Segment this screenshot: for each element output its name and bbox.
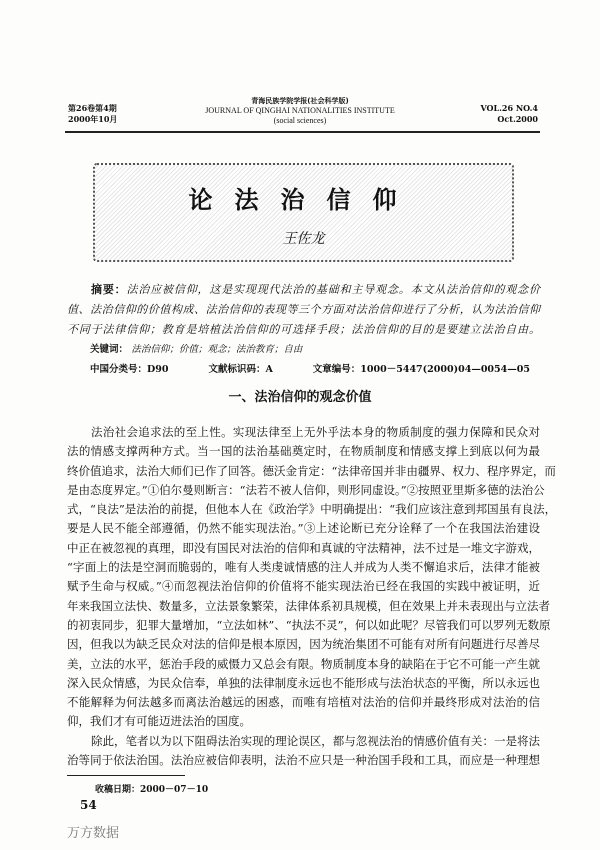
author-name: 王佐龙 <box>282 231 325 247</box>
body-line: 治等同于依法治国。法治应被信仰表明，法治不应只是一种治国手段和工具，而应是一种理想 <box>67 753 540 768</box>
body-line: 中正在被忽视的真理，即没有国民对法治的信仰和真诚的守法精神，法不过是一堆文字游戏， <box>67 540 540 555</box>
body-line: 深入民众情感，为民众信奉，单独的法律制度永远也不能形成与法治状态的平衡，所以永远也 <box>67 675 540 690</box>
keywords <box>90 341 302 355</box>
page-number: 54 <box>80 798 97 812</box>
footnote-rule <box>67 775 185 776</box>
issue-number: 第26卷第4期 <box>68 103 117 113</box>
body-line: 法的情感支撑两种方式。当一国的法治基础奠定时，在物质制度和情感支撑上到底以何为最 <box>67 444 540 459</box>
watermark: 万方数据 <box>67 826 120 841</box>
keywords-label: 关键词： <box>90 344 129 355</box>
issue-info <box>68 103 117 125</box>
body-line: 除此，笔者以为以下阻碍法治实现的理论误区，都与忽视法治的情感价值有关：一是将法 <box>91 733 540 748</box>
abstract-line <box>67 280 540 300</box>
abstract-label: 摘要： <box>91 283 127 296</box>
journal-name-en: JOURNAL OF QINGHAI NATIONALITIES INSTITUTE <box>205 106 395 115</box>
body-line: 终价值追求，法治大师们已作了回答。德沃金肯定：“法律帝国并非由疆界、权力、程序界定，而 <box>67 463 556 478</box>
body-line: 仰，我们才有可能迈进法治的国度。 <box>67 714 251 729</box>
body-line: 要是人民不能全部遵循，仍然不能实现法治。”③上述论断已充分诠释了一个在我国法治建设 <box>67 521 540 536</box>
issue-date: 2000年10月 <box>68 114 118 124</box>
body-line: 式，“良法”是法治的前提，但他本人在《政治学》中明确提出：“我们应该注意到邦国虽有良法， <box>67 502 557 517</box>
journal-subtitle: (social sciences) <box>273 116 327 125</box>
abstract-text: 法治应被信仰，这是实现现代法治的基础和主导观念。本文从法治信仰的观念价 <box>126 283 540 296</box>
volume-number: VOL.26 NO.4 <box>480 103 538 113</box>
abstract-line: 不同于法律信仰；教育是培植法治信仰的可选择手段；法治信仰的目的是要建立法治自由。 <box>67 323 540 336</box>
journal-header <box>150 96 450 126</box>
body-line: 是由态度界定。”①伯尔曼则断言：“法若不被人信仰，则形同虚设。”②按照亚里斯多德的法治公 <box>67 482 545 497</box>
body-line: 赋予生命与权威。”④而忽视法治信仰的价值将不能实现法治已经在我国的实践中被证明，近 <box>67 579 540 594</box>
abstract-line: 值、法治信仰的价值构成、法治信仰的表现等三个方面对法治信仰进行了分析，认为法治信仰 <box>67 303 540 316</box>
body-line: “字面上的法是空洞而脆弱的，唯有人类虔诚情感的注人并成为人类不懈追求后，法律才能被 <box>67 560 540 575</box>
body-line: 法治社会追求法的至上性。实现法律至上无外乎法本身的物质制度的强力保障和民众对 <box>91 425 540 439</box>
body-text <box>67 423 557 770</box>
classification-info <box>90 361 530 375</box>
body-line: 的初衷同步，犯罪大量增加，“立法如林”、“执法不灵”，何以如此呢？尽管我们可以罗列无数原 <box>67 617 551 632</box>
section-heading: 一、法治信仰的观念价值 <box>228 390 372 405</box>
abstract <box>67 280 540 340</box>
keywords-value: 法治信仰；价值；观念；法治教育；自由 <box>131 344 303 355</box>
journal-name-cn: 青海民族学院学报(社会科学版) <box>251 97 349 105</box>
issue-date-en: Oct.2000 <box>497 114 538 124</box>
body-line: 年来我国立法快、数量多，立法景象繁荣，法律体系初具规模，但在效果上并未表现出与立法者 <box>67 598 550 613</box>
article-title: 论法治信仰 <box>188 186 419 214</box>
body-line: 不能解释为何法越多而离法治越远的困惑，而唯有培植对法治的信仰并最终形成对法治的信 <box>67 695 540 710</box>
article-number: 文章编号：1000－5447(2000)04—0054—05 <box>312 364 530 375</box>
header-rule <box>65 131 540 133</box>
body-line: 因，但我以为缺乏民众对法的信仰是根本原因，因为统治集团不可能有对所有问题进行尽善尽 <box>67 637 540 652</box>
document-code: 文献标识码：A <box>208 364 273 375</box>
clc-number: 中国分类号：D90 <box>90 364 169 375</box>
volume-info <box>480 103 538 125</box>
received-date: 收稿日期：2000－07－10 <box>95 785 209 795</box>
body-line: 美，立法的水平，惩治手段的威慑力又总会有限。物质制度本身的缺陷在于它不可能一产生就 <box>67 656 540 671</box>
